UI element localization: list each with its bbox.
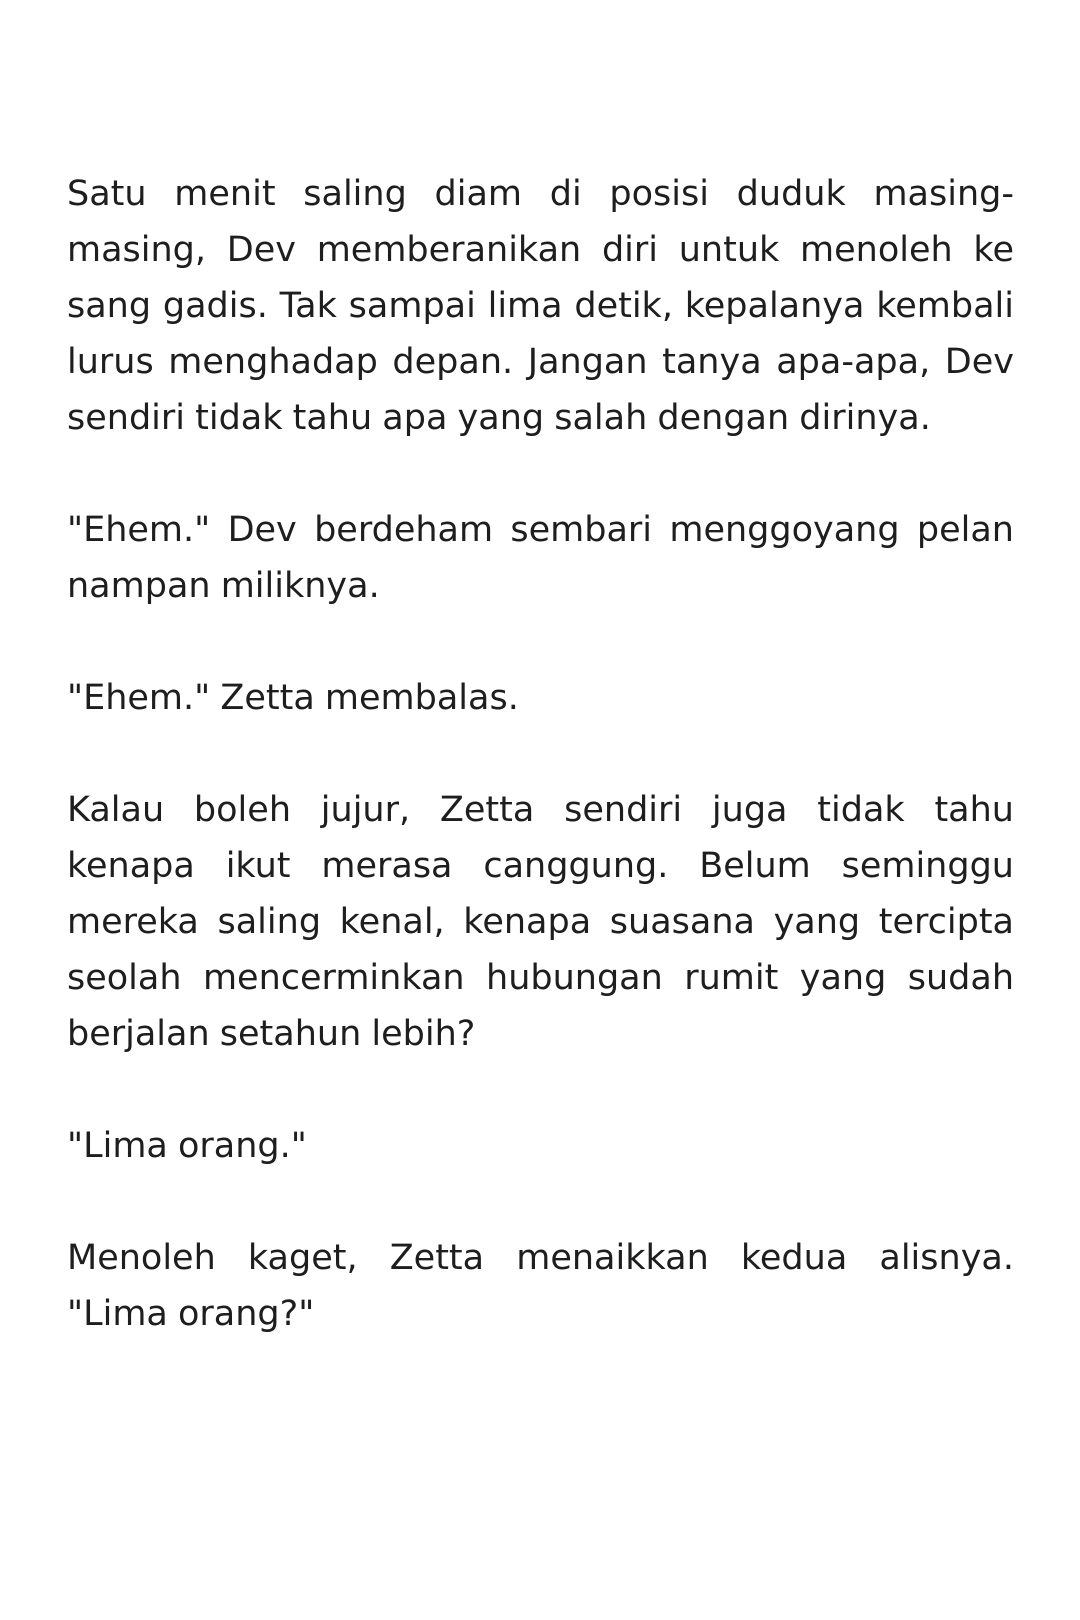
story-paragraph: "Ehem." Zetta membalas. <box>67 678 519 718</box>
reader-page[interactable] <box>67 166 1014 1342</box>
story-paragraph: "Lima orang." <box>67 1126 307 1166</box>
story-paragraph: Kalau boleh jujur, Zetta sendiri juga tidak tahu kenapa ikut merasa canggung. Belum seminggu mereka saling kenal, kenapa suasana yang tercipta seolah mencerminkan hubungan rumit yang sudah berjalan setahun lebih? <box>67 790 1014 1054</box>
story-paragraph: "Ehem." Dev berdeham sembari menggoyang pelan nampan miliknya. <box>67 510 1014 606</box>
story-paragraph: Satu menit saling diam di posisi duduk masing-masing, Dev memberanikan diri untuk menoleh ke sang gadis. Tak sampai lima detik, kepalanya kembali lurus menghadap depan. Jangan tanya apa-apa, Dev sendiri tidak tahu apa yang salah dengan dirinya. <box>67 174 1014 438</box>
story-paragraph: Menoleh kaget, Zetta menaikkan kedua alisnya. "Lima orang?" <box>67 1238 1014 1334</box>
